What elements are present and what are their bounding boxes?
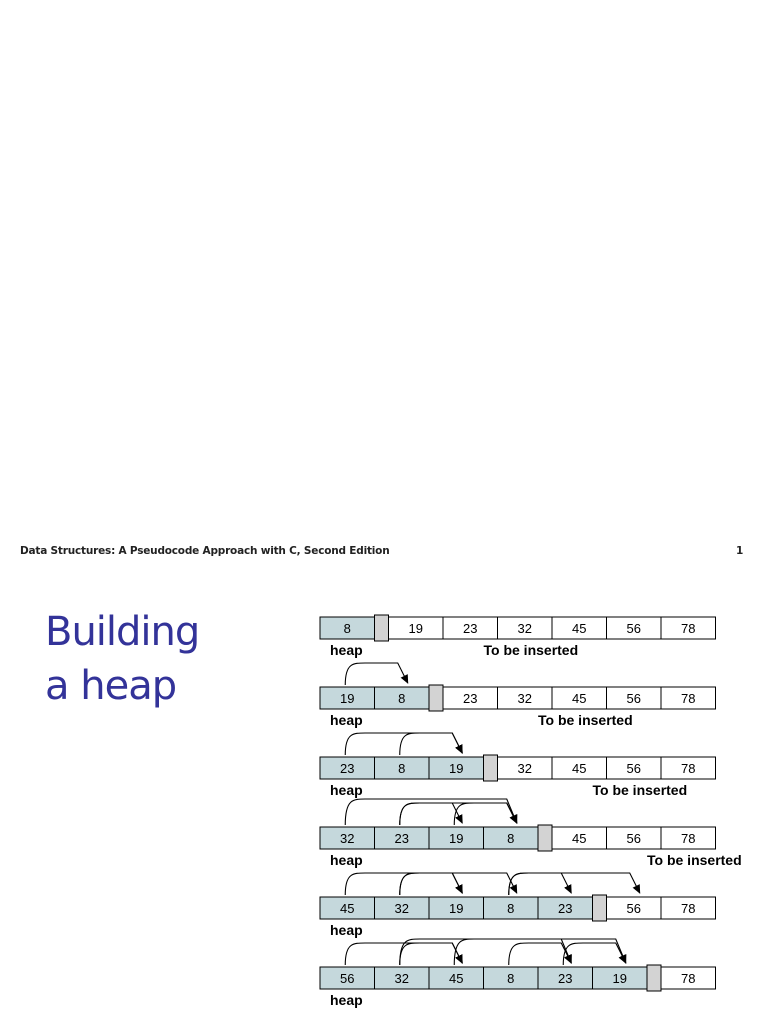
swap-arrow xyxy=(563,943,626,965)
cell-value: 23 xyxy=(394,831,409,846)
slide-title-line-1: Building xyxy=(45,609,200,655)
heap-label: heap xyxy=(330,712,363,728)
heap-label: heap xyxy=(330,782,363,798)
heap-label: heap xyxy=(330,642,363,658)
cell-value: 23 xyxy=(558,901,573,916)
cell-value: 19 xyxy=(449,831,464,846)
cell-value: 45 xyxy=(449,971,464,986)
cell-value: 19 xyxy=(612,971,627,986)
cell-value: 45 xyxy=(572,621,587,636)
cell-value: 45 xyxy=(340,901,355,916)
cell-value: 45 xyxy=(572,761,587,776)
array-row xyxy=(320,873,716,938)
swap-arrow xyxy=(454,803,517,825)
cell-value: 32 xyxy=(517,761,532,776)
cell-value: 19 xyxy=(449,901,464,916)
to-be-inserted-label: To be inserted xyxy=(647,852,742,868)
swap-arrow xyxy=(509,943,572,965)
swap-arrow xyxy=(345,733,462,755)
cell-value: 45 xyxy=(572,831,587,846)
cell-value: 78 xyxy=(681,761,696,776)
swap-arrow xyxy=(345,943,462,965)
cell-value: 19 xyxy=(408,621,423,636)
cell-value: 19 xyxy=(449,761,464,776)
cell-value: 56 xyxy=(626,621,641,636)
cell-value: 32 xyxy=(340,831,355,846)
array-row xyxy=(320,733,716,798)
cell-value: 23 xyxy=(558,971,573,986)
cell-value: 23 xyxy=(463,691,478,706)
cell-value: 32 xyxy=(517,621,532,636)
cell-value: 32 xyxy=(517,691,532,706)
array-row xyxy=(320,799,742,868)
swap-arrow xyxy=(345,663,408,685)
slide-title-line-2: a heap xyxy=(45,663,177,709)
swap-arrow xyxy=(400,873,463,895)
cell-value: 78 xyxy=(681,971,696,986)
cell-value: 8 xyxy=(507,901,515,916)
cell-value: 56 xyxy=(340,971,355,986)
heap-divider xyxy=(538,825,552,851)
cell-value: 32 xyxy=(394,901,409,916)
array-row xyxy=(320,939,716,1008)
swap-arrow xyxy=(400,803,463,825)
heap-divider xyxy=(593,895,607,921)
cell-value: 8 xyxy=(398,761,406,776)
page-number: 1 xyxy=(736,545,744,557)
cell-value: 8 xyxy=(507,971,515,986)
cell-value: 8 xyxy=(398,691,406,706)
cell-value: 78 xyxy=(681,691,696,706)
to-be-inserted-label: To be inserted xyxy=(592,782,688,798)
swap-arrow xyxy=(345,873,462,895)
heap-divider xyxy=(375,615,389,641)
swap-arrow xyxy=(509,873,640,895)
footer-book-title: Data Structures: A Pseudocode Approach with C, Second Edition xyxy=(20,545,390,557)
heap-divider xyxy=(647,965,661,991)
cell-value: 78 xyxy=(681,901,696,916)
cell-value: 78 xyxy=(681,831,696,846)
to-be-inserted-label: To be inserted xyxy=(538,712,633,728)
cell-value: 56 xyxy=(626,831,641,846)
cell-value: 8 xyxy=(343,621,351,636)
swap-arrow xyxy=(400,943,463,965)
swap-arrow xyxy=(400,733,463,755)
heap-divider xyxy=(484,755,498,781)
cell-value: 56 xyxy=(626,691,641,706)
array-row xyxy=(320,615,716,658)
cell-value: 78 xyxy=(681,621,696,636)
cell-value: 32 xyxy=(394,971,409,986)
to-be-inserted-label: To be inserted xyxy=(483,642,579,658)
cell-value: 56 xyxy=(626,901,641,916)
cell-value: 45 xyxy=(572,691,587,706)
cell-value: 19 xyxy=(340,691,355,706)
cell-value: 56 xyxy=(626,761,641,776)
cell-value: 8 xyxy=(507,831,515,846)
heap-label: heap xyxy=(330,922,363,938)
swap-arrow xyxy=(509,873,572,895)
array-row xyxy=(320,663,716,728)
cell-value: 23 xyxy=(340,761,355,776)
heap-label: heap xyxy=(330,992,363,1008)
cell-value: 23 xyxy=(463,621,478,636)
heap-divider xyxy=(429,685,443,711)
heap-label: heap xyxy=(330,852,363,868)
